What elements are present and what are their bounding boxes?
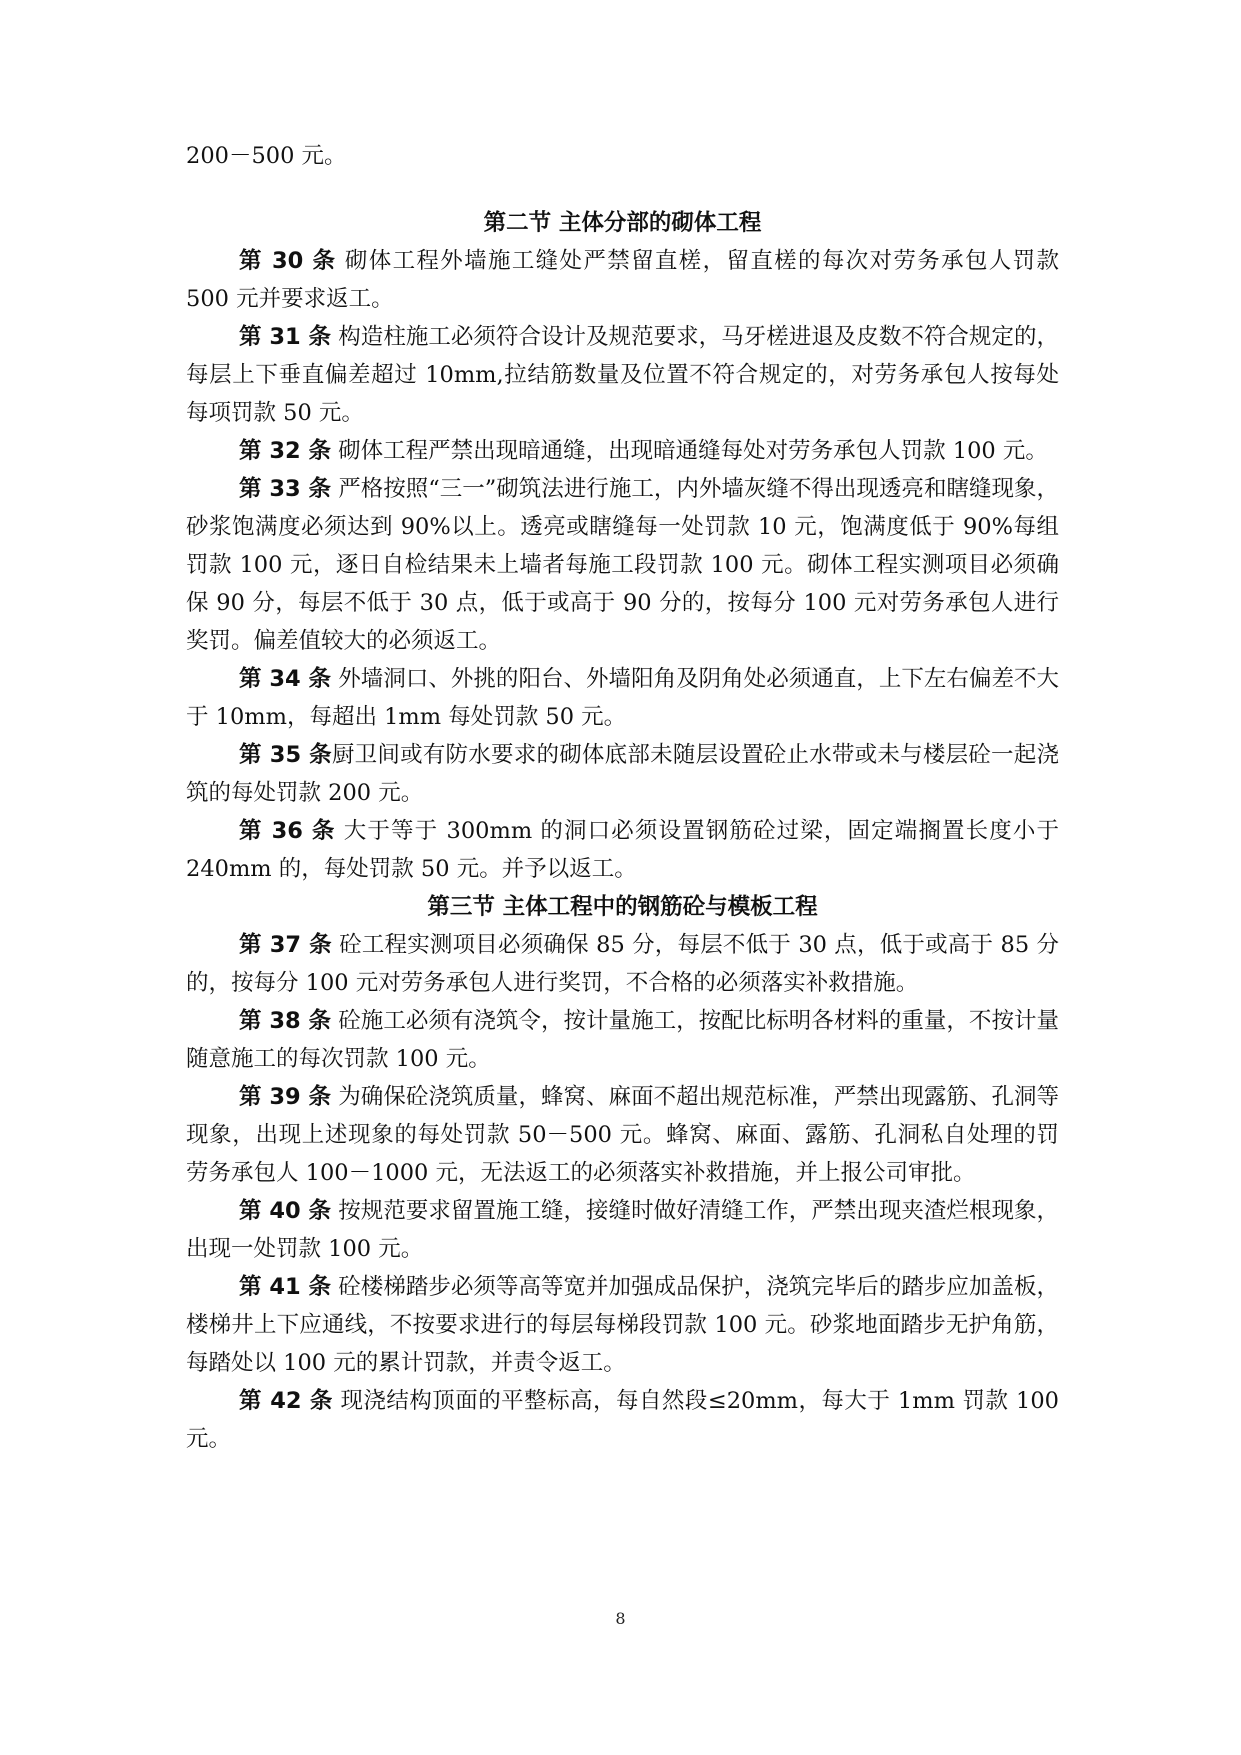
continuation-block (186, 137, 1059, 175)
article-number: 第 36 条 (239, 818, 336, 844)
article-number: 第 30 条 (239, 248, 337, 274)
article-36 (186, 812, 1059, 888)
article-31 (186, 318, 1059, 432)
article-number: 第 33 条 (239, 476, 332, 502)
article-number: 第 42 条 (239, 1388, 333, 1414)
article-text: 砌体工程外墙施工缝处严禁留直槎，留直槎的每次对劳务承包人罚款 500 元并要求返工。 (186, 248, 1059, 312)
article-text: 大于等于 300mm 的洞口必须设置钢筋砼过梁，固定端搁置长度小于 240mm 的，每处罚款 50 元。并予以返工。 (186, 818, 1060, 882)
article-38 (186, 1002, 1059, 1078)
article-number: 第 35 条 (239, 742, 332, 768)
article-number: 第 37 条 (239, 932, 332, 958)
article-text: 砼楼梯踏步必须等高等宽并加强成品保护，浇筑完毕后的踏步应加盖板，楼梯井上下应通线，不按要求进行的每层每梯段罚款 100 元。砂浆地面踏步无护角筋，每踏处以 100 元的累计罚款，并责令返工。 (186, 1274, 1059, 1376)
article-text: 按规范要求留置施工缝，接缝时做好清缝工作，严禁出现夹渣烂根现象，出现一处罚款 100 元。 (186, 1198, 1059, 1262)
article-text: 现浇结构顶面的平整标高，每自然段≤20mm，每大于 1mm 罚款 100 元。 (186, 1388, 1059, 1452)
section-2-heading: 第二节 主体分部的砌体工程 (483, 210, 762, 236)
page-number: 8 (615, 1609, 626, 1628)
article-35 (186, 736, 1059, 812)
article-text: 厨卫间或有防水要求的砌体底部未随层设置砼止水带或未与楼层砼一起浇筑的每处罚款 200 元。 (186, 742, 1059, 806)
continuation-text: 200－500 元。 (186, 143, 347, 169)
section-3-heading: 第三节 主体工程中的钢筋砼与模板工程 (427, 894, 818, 920)
article-text: 构造柱施工必须符合设计及规范要求，马牙槎进退及皮数不符合规定的，每层上下垂直偏差超过 10mm,拉结筋数量及位置不符合规定的，对劳务承包人按每处每项罚款 50 元。 (186, 324, 1059, 426)
article-number: 第 31 条 (239, 324, 332, 350)
section-2 (186, 204, 1059, 1458)
article-33 (186, 470, 1059, 660)
article-text: 外墙洞口、外挑的阳台、外墙阳角及阴角处必须通直，上下左右偏差不大于 10mm，每超出 1mm 每处罚款 50 元。 (186, 666, 1059, 730)
article-34 (186, 660, 1059, 736)
article-text: 砼施工必须有浇筑令，按计量施工，按配比标明各材料的重量，不按计量随意施工的每次罚款 100 元。 (186, 1008, 1059, 1072)
article-40 (186, 1192, 1059, 1268)
article-37 (186, 926, 1059, 1002)
article-text: 砌体工程严禁出现暗通缝，出现暗通缝每处对劳务承包人罚款 100 元。 (338, 438, 1048, 464)
article-number: 第 34 条 (239, 666, 332, 692)
article-number: 第 41 条 (239, 1274, 332, 1300)
article-41 (186, 1268, 1059, 1382)
article-42 (186, 1382, 1059, 1458)
article-number: 第 32 条 (239, 438, 331, 464)
article-39 (186, 1078, 1059, 1192)
article-number: 第 40 条 (239, 1198, 332, 1224)
article-number: 第 39 条 (239, 1084, 332, 1110)
article-30 (186, 242, 1059, 318)
article-32 (186, 432, 1059, 470)
article-text: 严格按照“三一”砌筑法进行施工，内外墙灰缝不得出现透亮和瞎缝现象，砂浆饱满度必须达到 90%以上。透亮或瞎缝每一处罚款 10 元，饱满度低于 90%每组罚款 100 元，逐日自检结果未上墙者每施工段罚款 100 元。砌体工程实测项目必须确保 90 分，每层不低于 30 点，低于或高于 90 分的，按每分 100 元对劳务承包人进行奖罚。偏差值较大的必须返工。 (186, 476, 1059, 654)
article-text: 为确保砼浇筑质量，蜂窝、麻面不超出规范标准，严禁出现露筋、孔洞等现象，出现上述现象的每处罚款 50－500 元。蜂窝、麻面、露筋、孔洞私自处理的罚劳务承包人 100－1000 元，无法返工的必须落实补救措施，并上报公司审批。 (186, 1084, 1059, 1186)
article-number: 第 38 条 (239, 1008, 332, 1034)
article-text: 砼工程实测项目必须确保 85 分，每层不低于 30 点，低于或高于 85 分的，按每分 100 元对劳务承包人进行奖罚，不合格的必须落实补救措施。 (186, 932, 1059, 996)
